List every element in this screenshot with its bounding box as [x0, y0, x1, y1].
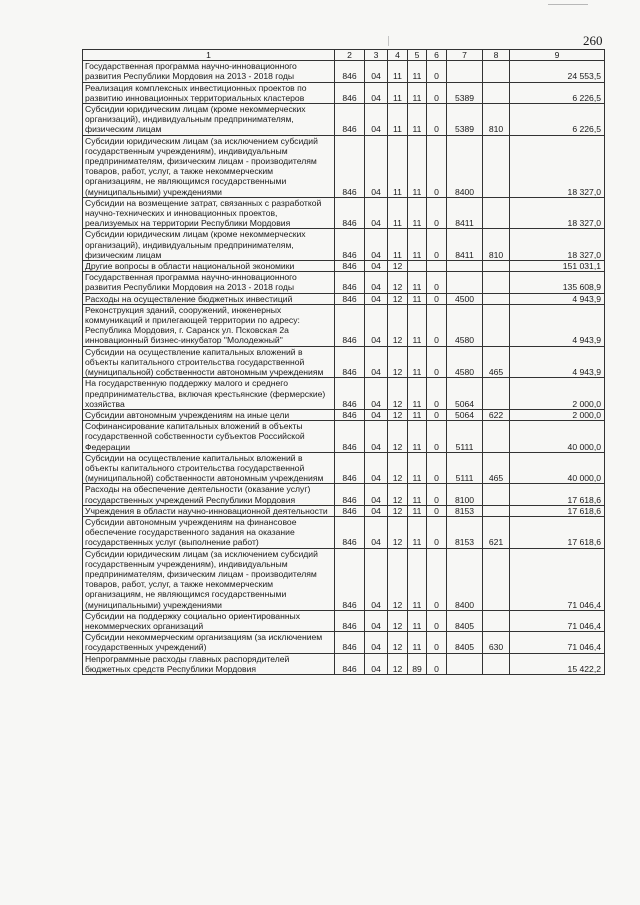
subprogram-code: 0 [427, 452, 447, 484]
section-code: 04 [365, 421, 388, 453]
fold-mark [388, 36, 389, 46]
column-header: 9 [510, 50, 605, 61]
section-code: 04 [365, 82, 388, 103]
ministry-code: 846 [335, 61, 365, 82]
table-row [83, 548, 605, 610]
subprogram-code: 0 [427, 548, 447, 610]
line-item-name: Государственная программа научно-инновационного развития Республики Мордовия на 2013 - 2018 годы [83, 272, 335, 293]
amount: 4 943,9 [510, 293, 605, 304]
program-code: 11 [408, 135, 427, 197]
expense-type-code [483, 135, 510, 197]
ministry-code: 846 [335, 229, 365, 261]
line-item-name: На государственную поддержку малого и среднего предпринимательства, включая крестьянские (фермерские) хозяйства [83, 378, 335, 410]
table-row [83, 452, 605, 484]
scan-mark [548, 4, 588, 5]
ministry-code: 846 [335, 653, 365, 674]
amount: 40 000,0 [510, 452, 605, 484]
section-code: 04 [365, 304, 388, 346]
table-body [83, 61, 605, 675]
expense-type-code [483, 61, 510, 82]
subprogram-code: 0 [427, 346, 447, 378]
program-code: 11 [408, 505, 427, 516]
ministry-code: 846 [335, 452, 365, 484]
section-code: 04 [365, 229, 388, 261]
expense-type-code [483, 378, 510, 410]
program-code: 11 [408, 484, 427, 505]
column-header: 1 [83, 50, 335, 61]
budget-table [82, 49, 605, 675]
subprogram-code: 0 [427, 378, 447, 410]
subsection-code: 12 [388, 610, 408, 631]
line-item-name: Реализация комплексных инвестиционных проектов по развитию инновационных территориальных кластеров [83, 82, 335, 103]
program-code: 11 [408, 610, 427, 631]
program-code: 11 [408, 548, 427, 610]
table-row [83, 135, 605, 197]
subsection-code: 11 [388, 82, 408, 103]
subsection-code: 12 [388, 452, 408, 484]
program-code: 11 [408, 229, 427, 261]
line-item-name: Субсидии юридическим лицам (за исключением субсидий государственным учреждениям), индивидуальным предпринимателям, физическим лицам - производителям товаров, работ, услуг, а также некоммерческим организациям, не являющимся государственными (муниципальными) учреждениями [83, 548, 335, 610]
subprogram-code: 0 [427, 61, 447, 82]
section-code: 04 [365, 135, 388, 197]
amount: 18 327,0 [510, 229, 605, 261]
expense-type-code: 465 [483, 346, 510, 378]
subsection-code: 11 [388, 197, 408, 229]
table-row [83, 421, 605, 453]
program-code: 11 [408, 104, 427, 136]
target-article-code [447, 61, 483, 82]
line-item-name: Субсидии на возмещение затрат, связанных с разработкой научно-технических и инновационных проектов, реализуемых на территории Республики Мордовия [83, 197, 335, 229]
expense-type-code [483, 293, 510, 304]
section-code: 04 [365, 632, 388, 653]
subprogram-code: 0 [427, 104, 447, 136]
table-row [83, 653, 605, 674]
target-article-code [447, 653, 483, 674]
table-row [83, 632, 605, 653]
amount: 24 553,5 [510, 61, 605, 82]
expense-type-code [483, 653, 510, 674]
subsection-code: 11 [388, 104, 408, 136]
expense-type-code [483, 304, 510, 346]
subprogram-code [427, 261, 447, 272]
expense-type-code: 465 [483, 452, 510, 484]
ministry-code: 846 [335, 82, 365, 103]
subsection-code: 12 [388, 484, 408, 505]
table-row [83, 304, 605, 346]
program-code: 11 [408, 304, 427, 346]
ministry-code: 846 [335, 505, 365, 516]
ministry-code: 846 [335, 484, 365, 505]
section-code: 04 [365, 378, 388, 410]
table-row [83, 378, 605, 410]
subprogram-code: 0 [427, 409, 447, 420]
table-header-row [83, 50, 605, 61]
target-article-code: 8411 [447, 197, 483, 229]
line-item-name: Субсидии автономным учреждениям на иные цели [83, 409, 335, 420]
target-article-code: 8405 [447, 610, 483, 631]
target-article-code: 5111 [447, 421, 483, 453]
program-code [408, 261, 427, 272]
table-row [83, 197, 605, 229]
subprogram-code: 0 [427, 653, 447, 674]
subprogram-code: 0 [427, 229, 447, 261]
subsection-code: 12 [388, 261, 408, 272]
amount: 6 226,5 [510, 82, 605, 103]
expense-type-code: 810 [483, 104, 510, 136]
ministry-code: 846 [335, 421, 365, 453]
table-row [83, 293, 605, 304]
subsection-code: 12 [388, 421, 408, 453]
ministry-code: 846 [335, 304, 365, 346]
line-item-name: Непрограммные расходы главных распорядителей бюджетных средств Республики Мордовия [83, 653, 335, 674]
table-row [83, 484, 605, 505]
expense-type-code: 622 [483, 409, 510, 420]
section-code: 04 [365, 61, 388, 82]
program-code: 11 [408, 409, 427, 420]
target-article-code: 4500 [447, 293, 483, 304]
line-item-name: Субсидии юридическим лицам (за исключением субсидий государственным учреждениям), индивидуальным предпринимателям, физическим лицам - производителям товаров, работ, услуг, а также некоммерческим организациям, не являющимся государственными (муниципальными) учреждениями [83, 135, 335, 197]
amount: 151 031,1 [510, 261, 605, 272]
line-item-name: Субсидии юридическим лицам (кроме некоммерческих организаций), индивидуальным предпринимателям, физическим лицам [83, 104, 335, 136]
target-article-code [447, 272, 483, 293]
expense-type-code: 630 [483, 632, 510, 653]
amount: 6 226,5 [510, 104, 605, 136]
ministry-code: 846 [335, 261, 365, 272]
section-code: 04 [365, 653, 388, 674]
subprogram-code: 0 [427, 516, 447, 548]
target-article-code: 5389 [447, 82, 483, 103]
expense-type-code [483, 610, 510, 631]
target-article-code: 4580 [447, 304, 483, 346]
subsection-code: 12 [388, 346, 408, 378]
section-code: 04 [365, 452, 388, 484]
column-header: 7 [447, 50, 483, 61]
expense-type-code [483, 261, 510, 272]
amount: 40 000,0 [510, 421, 605, 453]
column-header: 5 [408, 50, 427, 61]
amount: 18 327,0 [510, 135, 605, 197]
program-code: 11 [408, 632, 427, 653]
expense-type-code [483, 82, 510, 103]
section-code: 04 [365, 548, 388, 610]
table-row [83, 516, 605, 548]
table-row [83, 104, 605, 136]
subsection-code: 12 [388, 409, 408, 420]
section-code: 04 [365, 484, 388, 505]
target-article-code: 5064 [447, 378, 483, 410]
line-item-name: Субсидии на осуществление капитальных вложений в объекты капитального строительства государственной (муниципальной) собственности автономным учреждениям [83, 452, 335, 484]
line-item-name: Субсидии юридическим лицам (кроме некоммерческих организаций), индивидуальным предпринимателям, физическим лицам [83, 229, 335, 261]
subprogram-code: 0 [427, 293, 447, 304]
subsection-code: 12 [388, 272, 408, 293]
expense-type-code [483, 548, 510, 610]
subprogram-code: 0 [427, 304, 447, 346]
expense-type-code [483, 505, 510, 516]
amount: 71 046,4 [510, 632, 605, 653]
expense-type-code [483, 197, 510, 229]
table-row [83, 229, 605, 261]
expense-type-code: 621 [483, 516, 510, 548]
line-item-name: Другие вопросы в области национальной экономики [83, 261, 335, 272]
target-article-code: 8100 [447, 484, 483, 505]
subprogram-code: 0 [427, 421, 447, 453]
subprogram-code: 0 [427, 272, 447, 293]
section-code: 04 [365, 610, 388, 631]
target-article-code: 8153 [447, 505, 483, 516]
amount: 71 046,4 [510, 548, 605, 610]
amount: 2 000,0 [510, 409, 605, 420]
subsection-code: 12 [388, 516, 408, 548]
column-header: 8 [483, 50, 510, 61]
ministry-code: 846 [335, 293, 365, 304]
column-header: 4 [388, 50, 408, 61]
target-article-code: 8405 [447, 632, 483, 653]
subsection-code: 12 [388, 632, 408, 653]
column-header: 6 [427, 50, 447, 61]
subsection-code: 12 [388, 304, 408, 346]
section-code: 04 [365, 104, 388, 136]
ministry-code: 846 [335, 135, 365, 197]
ministry-code: 846 [335, 610, 365, 631]
table-row [83, 272, 605, 293]
line-item-name: Субсидии на поддержку социально ориентированных некоммерческих организаций [83, 610, 335, 631]
ministry-code: 846 [335, 632, 365, 653]
ministry-code: 846 [335, 548, 365, 610]
line-item-name: Субсидии автономным учреждениям на финансовое обеспечение государственного задания на оказание государственных услуг (выполнение работ) [83, 516, 335, 548]
subsection-code: 11 [388, 229, 408, 261]
section-code: 04 [365, 409, 388, 420]
ministry-code: 846 [335, 409, 365, 420]
section-code: 04 [365, 505, 388, 516]
table-row [83, 610, 605, 631]
ministry-code: 846 [335, 272, 365, 293]
subsection-code: 11 [388, 61, 408, 82]
ministry-code: 846 [335, 346, 365, 378]
program-code: 11 [408, 197, 427, 229]
table-row [83, 505, 605, 516]
amount: 2 000,0 [510, 378, 605, 410]
expense-type-code: 810 [483, 229, 510, 261]
amount: 4 943,9 [510, 304, 605, 346]
subprogram-code: 0 [427, 82, 447, 103]
table-row [83, 409, 605, 420]
amount: 4 943,9 [510, 346, 605, 378]
ministry-code: 846 [335, 378, 365, 410]
table-row [83, 261, 605, 272]
section-code: 04 [365, 261, 388, 272]
target-article-code: 4580 [447, 346, 483, 378]
target-article-code [447, 261, 483, 272]
line-item-name: Расходы на осуществление бюджетных инвестиций [83, 293, 335, 304]
section-code: 04 [365, 197, 388, 229]
amount: 17 618,6 [510, 484, 605, 505]
subprogram-code: 0 [427, 632, 447, 653]
table-row [83, 346, 605, 378]
target-article-code: 8153 [447, 516, 483, 548]
ministry-code: 846 [335, 104, 365, 136]
ministry-code: 846 [335, 516, 365, 548]
line-item-name: Расходы на обеспечение деятельности (оказание услуг) государственных учреждений Республики Мордовия [83, 484, 335, 505]
target-article-code: 8400 [447, 548, 483, 610]
program-code: 11 [408, 293, 427, 304]
line-item-name: Софинансирование капитальных вложений в объекты государственной собственности субъектов Российской Федерации [83, 421, 335, 453]
line-item-name: Субсидии некоммерческим организациям (за исключением государственных учреждений) [83, 632, 335, 653]
target-article-code: 8400 [447, 135, 483, 197]
line-item-name: Учреждения в области научно-инновационной деятельности [83, 505, 335, 516]
subsection-code: 11 [388, 135, 408, 197]
program-code: 11 [408, 452, 427, 484]
amount: 18 327,0 [510, 197, 605, 229]
amount: 15 422,2 [510, 653, 605, 674]
section-code: 04 [365, 293, 388, 304]
subprogram-code: 0 [427, 135, 447, 197]
expense-type-code [483, 484, 510, 505]
subsection-code: 12 [388, 653, 408, 674]
line-item-name: Субсидии на осуществление капитальных вложений в объекты капитального строительства государственной (муниципальной) собственности автономным учреждениям [83, 346, 335, 378]
amount: 17 618,6 [510, 505, 605, 516]
program-code: 11 [408, 61, 427, 82]
subprogram-code: 0 [427, 197, 447, 229]
line-item-name: Реконструкция зданий, сооружений, инженерных коммуникаций и прилегающей территории по адресу: Республика Мордовия, г. Саранск ул. Псковская 2а инновационный бизнес-инкубатор "Молодежный" [83, 304, 335, 346]
subsection-code: 12 [388, 293, 408, 304]
subprogram-code: 0 [427, 484, 447, 505]
amount: 17 618,6 [510, 516, 605, 548]
page-number: 260 [583, 33, 603, 48]
program-code: 11 [408, 378, 427, 410]
subsection-code: 12 [388, 548, 408, 610]
line-item-name: Государственная программа научно-инновационного развития Республики Мордовия на 2013 - 2018 годы [83, 61, 335, 82]
amount: 135 608,9 [510, 272, 605, 293]
target-article-code: 5064 [447, 409, 483, 420]
program-code: 11 [408, 421, 427, 453]
target-article-code: 5111 [447, 452, 483, 484]
table-row [83, 61, 605, 82]
subprogram-code: 0 [427, 505, 447, 516]
amount: 71 046,4 [510, 610, 605, 631]
column-header: 3 [365, 50, 388, 61]
program-code: 89 [408, 653, 427, 674]
subsection-code: 12 [388, 378, 408, 410]
expense-type-code [483, 272, 510, 293]
program-code: 11 [408, 516, 427, 548]
ministry-code: 846 [335, 197, 365, 229]
section-code: 04 [365, 516, 388, 548]
program-code: 11 [408, 346, 427, 378]
target-article-code: 8411 [447, 229, 483, 261]
subsection-code: 12 [388, 505, 408, 516]
target-article-code: 5389 [447, 104, 483, 136]
section-code: 04 [365, 346, 388, 378]
column-header: 2 [335, 50, 365, 61]
expense-type-code [483, 421, 510, 453]
table-row [83, 82, 605, 103]
subprogram-code: 0 [427, 610, 447, 631]
section-code: 04 [365, 272, 388, 293]
program-code: 11 [408, 82, 427, 103]
program-code: 11 [408, 272, 427, 293]
